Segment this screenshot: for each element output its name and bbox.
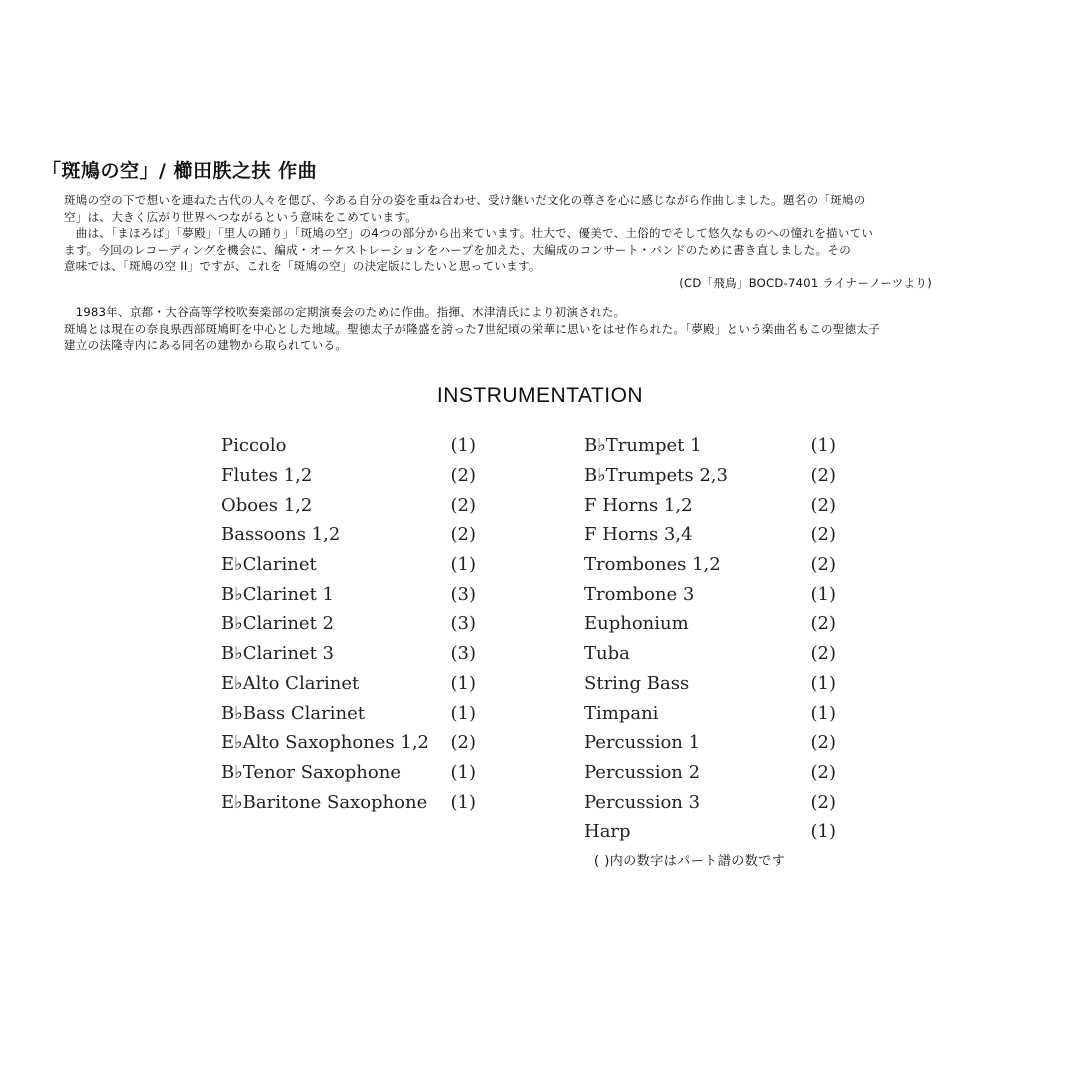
instrument-row [221, 609, 476, 639]
instrument-row [584, 817, 836, 847]
footnote: ( )内の数字はパート譜の数です [594, 854, 786, 869]
instrument-name: B♭Trumpet 1 [584, 435, 702, 457]
instrument-row [584, 639, 836, 669]
instrument-count: (1) [810, 583, 836, 605]
instrument-row [584, 669, 836, 699]
instrument-row [584, 728, 836, 758]
instrument-name: String Bass [584, 672, 690, 694]
description-line: 斑鳩の空の下で想いを連ねた古代の人々を偲び、今ある自分の姿を重ね合わせ、受け継いだ文化の尊さを心に感じながら作曲しました。題名の「斑鳩の [64, 193, 866, 207]
instrument-count: (1) [810, 435, 836, 457]
instrument-name: E♭Clarinet [221, 554, 317, 576]
instrument-count: (2) [450, 494, 476, 516]
premiere-paragraph [64, 304, 1014, 354]
premiere-line: 建立の法隆寺内にある同名の建物から取られている。 [64, 338, 348, 352]
page-title: 「斑鳩の空」/ 櫛田胅之扶 作曲 [42, 160, 318, 182]
instrument-row [221, 579, 476, 609]
instrument-name: B♭Clarinet 3 [221, 643, 334, 665]
instrument-name: Timpani [584, 702, 659, 724]
instrument-row [221, 520, 476, 550]
instrument-row [584, 431, 836, 461]
description-line: 空」は、大きく広がり世界へつながるという意味をこめています。 [64, 209, 418, 224]
instrument-count: (1) [450, 672, 476, 694]
description-paragraph [64, 192, 1014, 291]
instrument-count: (3) [450, 613, 476, 635]
instrument-count: (3) [450, 643, 476, 665]
instrument-count: (1) [450, 791, 476, 813]
instrument-count: (1) [450, 761, 476, 783]
instrument-row [584, 550, 836, 580]
premiere-line: 1983年、京都・大谷高等学校吹奏楽部の定期演奏会のために作曲。指揮、木津清氏により初演された。 [64, 305, 626, 319]
instrument-name: Percussion 2 [584, 761, 701, 783]
instrument-name: Bassoons 1,2 [221, 524, 341, 546]
source-citation: (CD「飛鳥」BOCD-7401 ライナーノーツより) [679, 275, 932, 290]
instrument-count: (1) [450, 435, 476, 457]
instrument-count: (2) [810, 524, 836, 546]
instrument-count: (2) [810, 643, 836, 665]
instrument-name: Percussion 3 [584, 791, 701, 813]
instrument-name: E♭Alto Saxophones 1,2 [221, 732, 430, 754]
instrument-list-left [221, 431, 476, 817]
instrument-row [221, 698, 476, 728]
instrument-row [584, 520, 836, 550]
instrument-name: Oboes 1,2 [221, 494, 313, 516]
instrument-count: (2) [810, 732, 836, 754]
instrument-row [584, 698, 836, 728]
instrument-row [221, 787, 476, 817]
instrument-name: B♭Trumpets 2,3 [584, 465, 728, 487]
instrument-name: Tuba [584, 643, 630, 665]
instrument-row [221, 639, 476, 669]
instrument-name: Piccolo [221, 435, 287, 457]
instrument-row [584, 490, 836, 520]
instrument-count: (2) [810, 494, 836, 516]
description-line: ます。今回のレコーディングを機会に、編成・オーケストレーションをハープを加えた、大編成のコンサート・バンドのために書き直しました。その [64, 242, 852, 257]
instrument-count: (2) [810, 554, 836, 576]
instrument-name: B♭Clarinet 1 [221, 583, 334, 605]
instrument-count: (1) [450, 702, 476, 724]
instrument-count: (2) [450, 732, 476, 754]
instrument-count: (2) [810, 791, 836, 813]
instrument-count: (1) [450, 554, 476, 576]
instrument-name: Flutes 1,2 [221, 465, 313, 487]
description-line: 意味では、「斑鳩の空 II」ですが、これを「斑鳩の空」の決定版にしたいと思っています。 [64, 259, 541, 273]
instrumentation-heading: INSTRUMENTATION [436, 384, 644, 407]
description-line: 曲は、「まほろば」「夢殿」「里人の踊り」「斑鳩の空」の4つの部分から出来ています。壮大で、優美で、土俗的でそして悠久なものへの憧れを描いてい [64, 226, 874, 240]
instrument-row [221, 758, 476, 788]
instrument-row [584, 758, 836, 788]
instrument-count: (2) [810, 761, 836, 783]
instrument-count: (2) [810, 613, 836, 635]
instrument-row [221, 550, 476, 580]
instrument-count: (2) [810, 465, 836, 487]
instrument-row [584, 609, 836, 639]
instrument-row [584, 787, 836, 817]
instrument-name: Percussion 1 [584, 732, 701, 754]
instrument-name: Trombones 1,2 [584, 554, 721, 576]
instrument-name: E♭Baritone Saxophone [221, 791, 428, 813]
instrument-name: Harp [584, 821, 631, 843]
instrument-row [221, 669, 476, 699]
instrument-name: B♭Clarinet 2 [221, 613, 334, 635]
instrument-name: E♭Alto Clarinet [221, 672, 360, 694]
instrument-row [584, 579, 836, 609]
instrument-row [221, 490, 476, 520]
instrument-name: Euphonium [584, 613, 689, 635]
instrument-count: (1) [810, 672, 836, 694]
instrument-count: (2) [450, 524, 476, 546]
instrument-name: B♭Bass Clarinet [221, 702, 365, 724]
instrument-count: (1) [810, 821, 836, 843]
premiere-line: 斑鳩とは現在の奈良県西部斑鳩町を中心とした地域。聖徳太子が隆盛を誇った7世紀頃の栄華に思いをはせ作られた。「夢殿」という楽曲名もこの聖徳太子 [64, 321, 881, 336]
instrument-name: B♭Tenor Saxophone [221, 761, 401, 783]
instrument-row [221, 728, 476, 758]
instrument-row [221, 431, 476, 461]
instrument-name: F Horns 1,2 [584, 494, 693, 516]
instrument-name: Trombone 3 [584, 583, 695, 605]
instrument-count: (2) [450, 465, 476, 487]
instrument-row [584, 461, 836, 491]
instrument-count: (1) [810, 702, 836, 724]
instrument-count: (3) [450, 583, 476, 605]
instrument-row [221, 461, 476, 491]
instrument-name: F Horns 3,4 [584, 524, 693, 546]
instrument-list-right [584, 431, 836, 847]
